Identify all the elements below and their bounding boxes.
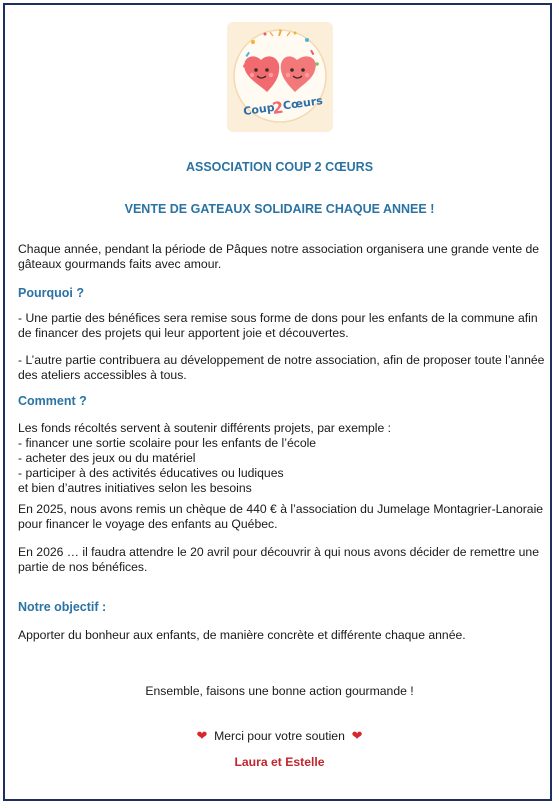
paragraph-2025: En 2025, nous avons remis un chèque de 440 € à l’association du Jumelage Montagrier-Lanoraie pour financer le voyage des enfants au Québec.: [18, 502, 544, 531]
merci-text: Merci pour votre soutien: [214, 729, 345, 743]
comment-line: - financer une sortie scolaire pour les enfants de l’école: [18, 436, 317, 450]
association-title: ASSOCIATION COUP 2 CŒURS: [185, 160, 374, 174]
objectif-heading: Notre objectif :: [18, 600, 107, 614]
comment-heading: Comment ?: [18, 394, 87, 408]
heart-icon: ❤: [351, 728, 363, 743]
ensemble-text: Ensemble, faisons une bonne action gourmande !: [145, 684, 414, 698]
pourquoi-paragraph-2: - L’autre partie contribuera au développement de notre association, afin de proposer toute l’année des ateliers accessibles à tous.: [18, 353, 545, 382]
intro-paragraph: Chaque année, pendant la période de Pâques notre association organisera une grande vente de gâteaux gourmands faits avec amour.: [18, 242, 540, 271]
pourquoi-heading: Pourquoi ?: [18, 286, 84, 300]
comment-line: - participer à des activités éducatives ou ludiques: [18, 466, 284, 480]
comment-list: [18, 421, 546, 496]
comment-line: Les fonds récoltés servent à soutenir différents projets, par exemple :: [18, 421, 392, 435]
signature: Laura et Estelle: [234, 755, 325, 769]
coup2coeurs-logo: [227, 22, 333, 132]
event-title: VENTE DE GATEAUX SOLIDAIRE CHAQUE ANNEE !: [124, 202, 435, 216]
pourquoi-paragraph-1: - Une partie des bénéfices sera remise sous forme de dons pour les enfants de la commune afin de financer des projets qui leur apportent joie et découvertes.: [18, 311, 538, 340]
objectif-text: Apporter du bonheur aux enfants, de manière concrète et différente chaque année.: [18, 628, 466, 642]
comment-line: - acheter des jeux ou du matériel: [18, 451, 196, 465]
comment-line: et bien d’autres initiatives selon les besoins: [18, 481, 252, 495]
svg-text:Cœurs: Cœurs: [282, 94, 324, 113]
svg-text:2: 2: [270, 97, 285, 119]
paragraph-2026: En 2026 … il faudra attendre le 20 avril pour découvrir à qui nous avons décider de remettre une partie de nos bénéfices.: [18, 545, 539, 574]
svg-text:Coup: Coup: [242, 100, 276, 119]
merci-line: [0, 728, 559, 744]
heart-icon: ❤: [196, 728, 208, 743]
